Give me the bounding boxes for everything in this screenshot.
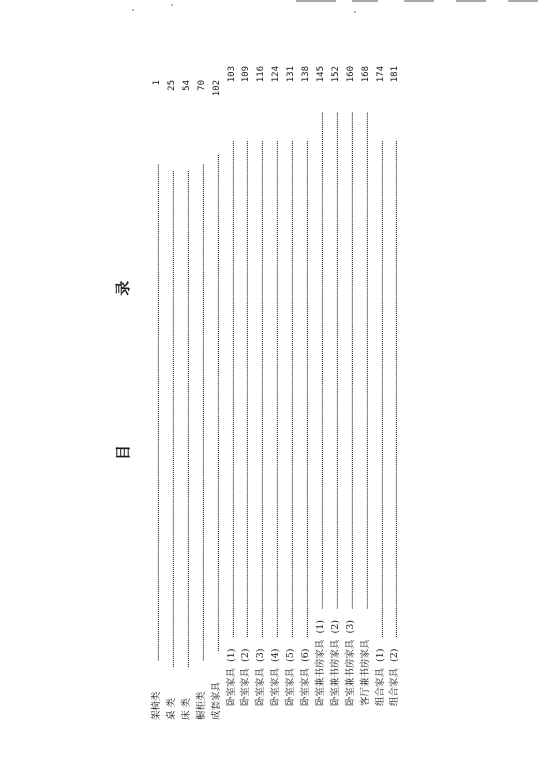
toc-page-number: 138 — [301, 66, 311, 83]
toc-entry — [299, 66, 312, 720]
toc-entry — [150, 80, 163, 720]
toc-page-number: 103 — [226, 66, 237, 83]
toc-page-number: 152 — [330, 66, 341, 83]
toc-entry-label: 组合家具 — [389, 667, 401, 706]
dot-leader — [225, 90, 238, 638]
toc-entry-label: 卧室兼书房家具 — [329, 639, 341, 706]
toc-entry — [165, 80, 178, 720]
dot-leader — [180, 104, 193, 668]
dot-leader — [210, 104, 223, 652]
dot-leader — [195, 104, 208, 661]
toc-entry-part: (1) — [314, 620, 326, 634]
toc-entry-label: 卧室家具 — [300, 667, 311, 706]
toc-page-number: 145 — [315, 66, 326, 83]
toc-entry-part: (4) — [270, 648, 282, 662]
rotated-toc-page — [0, 66, 543, 720]
page-title: 目 录 — [114, 208, 132, 460]
toc-entry-part: (1) — [374, 648, 386, 662]
toc-entry-part: (2) — [240, 648, 252, 662]
toc-entry — [374, 66, 387, 720]
toc-entry-label: 卧室家具 — [225, 667, 237, 706]
toc-entry-label: 卧室家具 — [285, 667, 297, 706]
scan-artifact-marks — [0, 0, 543, 20]
toc-page-number: 131 — [286, 66, 297, 83]
toc-entry-part: (5) — [285, 648, 297, 662]
toc-entry — [210, 80, 223, 720]
dot-leader — [344, 90, 357, 609]
toc-entry-part: (2) — [389, 648, 401, 662]
toc-entry-part: (3) — [255, 648, 267, 662]
toc-entry — [254, 66, 267, 720]
toc-page-number: 25 — [166, 80, 177, 91]
toc-page-number: 70 — [196, 80, 207, 91]
dot-leader — [359, 90, 372, 609]
dot-leader — [329, 90, 342, 609]
toc-page-number: 109 — [241, 66, 252, 83]
dot-leader — [374, 90, 387, 638]
dot-leader — [388, 90, 401, 638]
toc-entry — [388, 66, 401, 720]
toc-entry-part: (6) — [300, 648, 311, 662]
toc-entry — [344, 66, 357, 720]
toc-page-number: 116 — [256, 66, 267, 83]
dot-leader — [239, 90, 252, 638]
toc-page-number: 168 — [360, 66, 371, 83]
toc-entry — [225, 66, 238, 720]
toc-entry — [239, 66, 252, 720]
toc-page-number: 124 — [271, 66, 282, 83]
dot-leader — [150, 104, 163, 661]
toc-entry-part: (1) — [225, 648, 237, 662]
dot-leader — [314, 90, 327, 609]
toc-entry-label: 床 类 — [180, 697, 192, 720]
toc-entry-label: 成套家具 — [210, 681, 222, 720]
toc-entry — [284, 66, 297, 720]
toc-entry-label: 桌 类 — [165, 697, 177, 720]
toc-page-number: 54 — [181, 80, 192, 91]
toc-entry-label: 卧室家具 — [255, 667, 267, 706]
toc-entry — [329, 66, 342, 720]
toc-entry — [195, 80, 208, 720]
dot-leader — [299, 90, 312, 638]
dot-leader — [284, 90, 297, 638]
toc-entry-label: 卧室兼书房家具 — [344, 639, 356, 706]
toc-entry-label: 组合家具 — [374, 667, 386, 706]
toc-page-number: 181 — [390, 66, 401, 83]
dot-leader — [254, 90, 267, 638]
toc-page-number: 1 — [152, 80, 162, 86]
toc-page-number: 102 — [211, 80, 222, 97]
toc-entry-label: 卧室家具 — [270, 667, 282, 706]
toc-entry-label: 橱柜类 — [195, 691, 207, 720]
toc-entry-label: 架椅类 — [151, 691, 162, 720]
toc-entry-label: 卧室家具 — [240, 667, 252, 706]
toc-page-number: 160 — [345, 66, 356, 83]
toc-entry-part: (3) — [344, 620, 356, 634]
toc-entry — [314, 66, 327, 720]
toc-entry-label: 卧室兼书房家具 — [314, 639, 326, 706]
dot-leader — [165, 104, 178, 668]
dot-leader — [269, 90, 282, 638]
toc-entry-label: 客厅兼书房家具 — [359, 639, 371, 706]
toc-entry — [180, 80, 193, 720]
toc-entry — [269, 66, 282, 720]
toc-entry — [359, 66, 372, 720]
toc-page-number: 174 — [375, 66, 386, 83]
toc-entry-part: (2) — [329, 620, 341, 634]
